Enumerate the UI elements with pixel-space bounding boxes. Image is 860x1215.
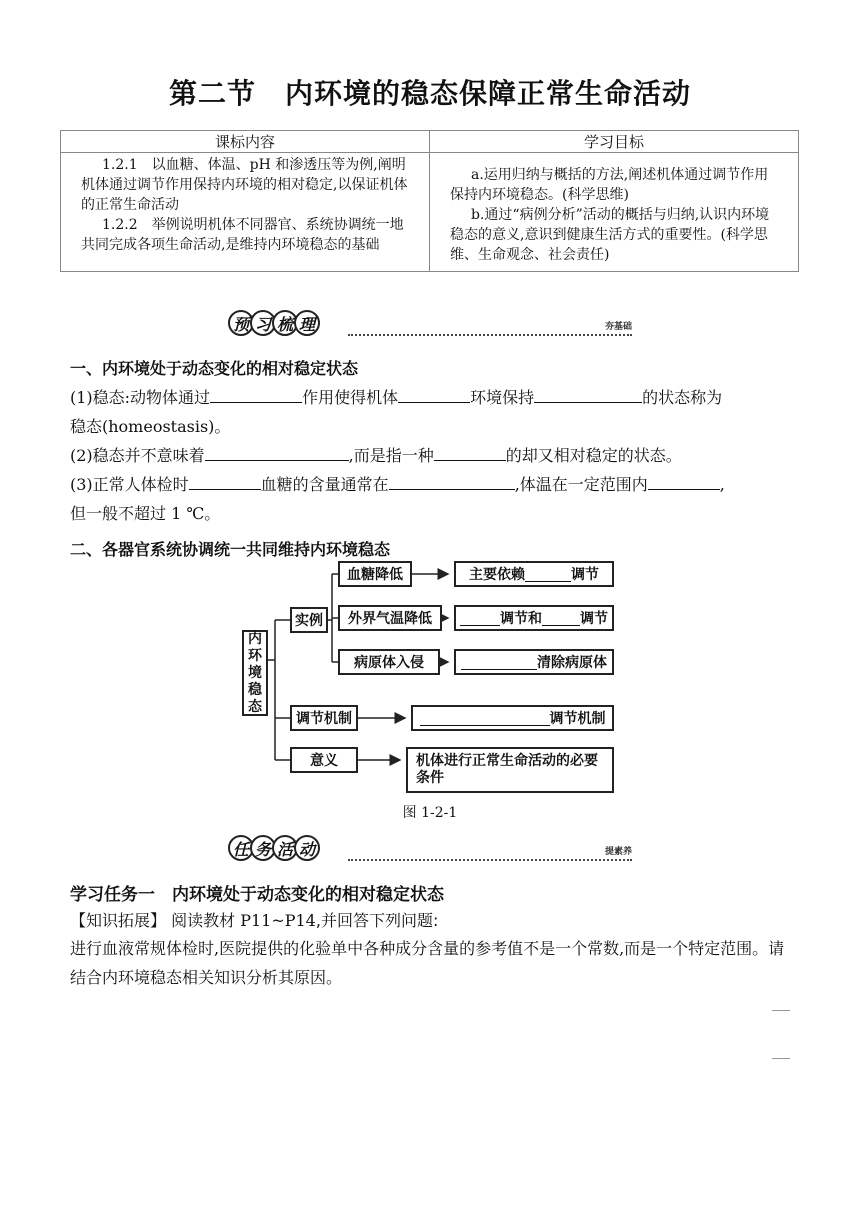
fill-blank[interactable] <box>389 471 515 490</box>
figure-caption: 图 1-2-1 <box>402 805 458 821</box>
banner-char: 活 <box>272 835 298 861</box>
result-mechanism <box>411 705 614 731</box>
example-pathogen: 病原体入侵 <box>338 649 440 675</box>
diagram-root: 内环境稳态 <box>242 630 268 716</box>
fill-blank[interactable] <box>648 471 720 490</box>
fill-blank[interactable] <box>189 471 261 490</box>
fill-blank[interactable] <box>460 611 500 626</box>
text: ,并回答下列问题: <box>315 911 439 930</box>
margin-dash <box>772 1058 790 1059</box>
standard-1: 1.2.1 以血糖、体温、pH 和渗透压等为例,阐明机体通过调节作用保持内环境的相对稳定,以保证机体的正常生命活动 <box>81 157 408 213</box>
standard-2: 1.2.2 举例说明机体不同器官、系统协调统一地共同完成各项生命活动,是维持内环境稳态的基础 <box>81 217 404 253</box>
task-banner <box>228 835 632 865</box>
banner-char: 动 <box>294 835 320 861</box>
meaning-node: 意义 <box>290 747 358 773</box>
text: 调节机制 <box>549 711 606 727</box>
banner-char: 习 <box>250 310 276 336</box>
banner-char: 任 <box>228 835 254 861</box>
banner-tag: 提素养 <box>604 847 632 857</box>
text: 血糖的含量通常在 <box>260 475 389 494</box>
section-1-heading: 一、内环境处于动态变化的相对稳定状态 <box>70 359 359 378</box>
goal-b: b.通过“病例分析”活动的概括与归纳,认识内环境稳态的意义,意识到健康生活方式的重要性。(科学思维、生命观念、社会责任) <box>450 207 770 263</box>
result-meaning: 机体进行正常生命活动的必要条件 <box>406 747 614 793</box>
banner-divider <box>348 334 632 336</box>
section-2-heading: 二、各器官系统协调统一共同维持内环境稳态 <box>70 540 391 559</box>
margin-dash <box>772 1010 790 1011</box>
standards-table <box>60 130 799 272</box>
fill-blank[interactable] <box>398 384 470 403</box>
banner-char: 务 <box>250 835 276 861</box>
text: 调节 <box>580 611 608 627</box>
example-blood-sugar: 血糖降低 <box>338 561 412 587</box>
text: 的却又相对稳定的状态。 <box>505 446 682 465</box>
result-pathogen <box>454 649 614 675</box>
fill-blank[interactable] <box>534 384 642 403</box>
text: 主要依赖 <box>469 567 525 583</box>
task-1-question: 进行血液常规体检时,医院提供的化验单中各种成分含量的参考值不是一个常数,而是一个特定范围。请结合内环境稳态相关知识分析其原因。 <box>70 939 785 987</box>
result-temperature <box>454 605 614 631</box>
text: 稳态(homeostasis)。 <box>70 417 231 436</box>
col-header-standards: 课标内容 <box>61 131 430 153</box>
banner-tag: 夯基础 <box>604 322 632 332</box>
section-1-paragraphs <box>70 383 790 528</box>
fill-blank[interactable] <box>525 567 571 582</box>
page-title: 第二节 内环境的稳态保障正常生命活动 <box>168 77 691 110</box>
text: 但一般不超过 1 ℃。 <box>70 504 221 523</box>
fill-blank[interactable] <box>434 442 506 461</box>
text: (3)正常人体检时 <box>70 475 189 494</box>
goal-a: a.运用归纳与概括的方法,阐述机体通过调节作用保持内环境稳态。(科学思维) <box>450 167 769 203</box>
text: (2)稳态并不意味着 <box>70 446 205 465</box>
text: 的状态称为 <box>642 388 723 407</box>
preview-banner <box>228 310 632 340</box>
task-1-heading: 学习任务一 内环境处于动态变化的相对稳定状态 <box>70 885 444 905</box>
knowledge-label: 【知识拓展】 <box>70 911 167 930</box>
text: 调节 <box>571 567 599 583</box>
examples-node: 实例 <box>290 607 328 633</box>
text: 环境保持 <box>470 388 535 407</box>
concept-diagram <box>240 560 620 795</box>
mechanism-node: 调节机制 <box>290 705 358 731</box>
banner-divider <box>348 859 632 861</box>
banner-char: 预 <box>228 310 254 336</box>
text: 调节和 <box>500 611 542 627</box>
text: 作用使得机体 <box>302 388 399 407</box>
fill-blank[interactable] <box>205 442 349 461</box>
banner-char: 梳 <box>272 310 298 336</box>
text: 阅读教材 <box>171 911 241 930</box>
text: P11~P14 <box>240 911 316 930</box>
example-temperature: 外界气温降低 <box>338 605 442 631</box>
text: ,而是指一种 <box>348 446 434 465</box>
fill-blank[interactable] <box>420 711 550 726</box>
knowledge-extension <box>70 908 438 931</box>
text: , <box>719 475 725 494</box>
text: ,体温在一定范围内 <box>514 475 648 494</box>
text: (1)稳态:动物体通过 <box>70 388 211 407</box>
fill-blank[interactable] <box>210 384 302 403</box>
result-blood-sugar <box>454 561 614 587</box>
col-header-goals: 学习目标 <box>430 131 799 153</box>
banner-char: 理 <box>294 310 320 336</box>
text: 清除病原体 <box>537 655 607 671</box>
fill-blank[interactable] <box>461 655 537 670</box>
fill-blank[interactable] <box>542 611 580 626</box>
